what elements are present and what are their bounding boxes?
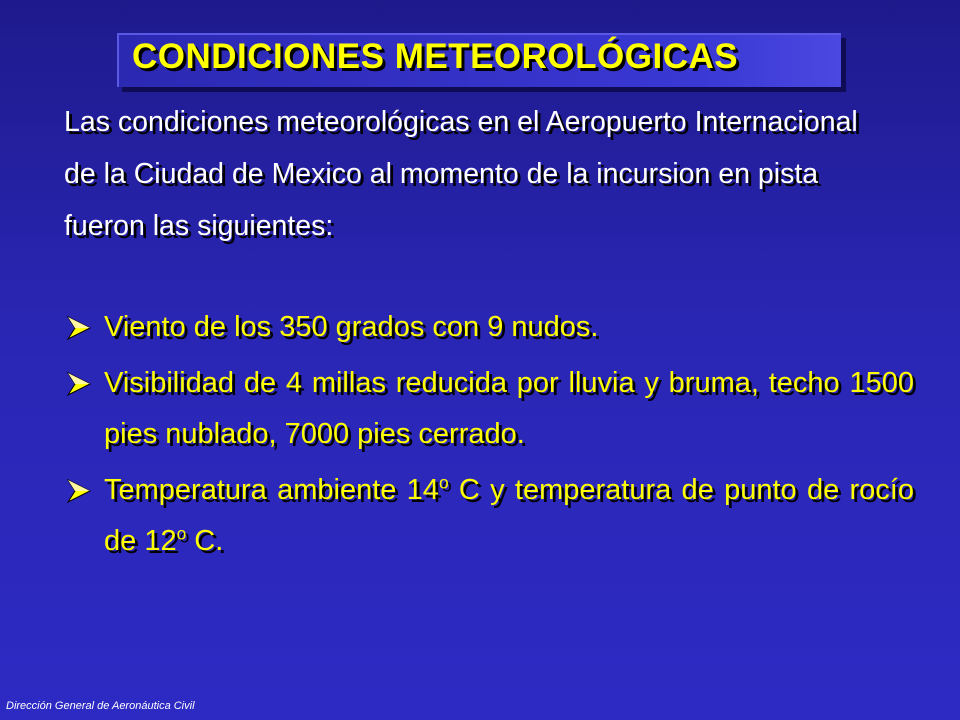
arrowhead-bullet-icon xyxy=(66,315,92,341)
list-item-temperature xyxy=(64,465,914,567)
degree-superscript: o xyxy=(438,472,449,493)
list-item-wind xyxy=(64,302,914,353)
dew-point-label: C y temperatura de punto de rocío de 12 xyxy=(104,474,914,557)
slide-title: CONDICIONES METEOROLÓGICAS xyxy=(132,37,739,76)
visibility-text: Visibilidad de 4 millas reducida por lluvia y bruma, techo 1500 pies nublado, 7000 pies cerrado. xyxy=(104,367,914,450)
list-item-visibility xyxy=(64,358,914,460)
arrowhead-bullet-icon xyxy=(66,371,92,397)
degree-superscript: o xyxy=(176,523,187,544)
wind-text: Viento de los 350 grados con 9 nudos. xyxy=(104,311,599,343)
arrowhead-bullet-icon xyxy=(66,478,92,504)
temperature-ambient-label: Temperatura ambiente 14 xyxy=(104,474,439,506)
temperature-unit-end: C. xyxy=(186,525,224,557)
footer-credit: Dirección General de Aeronáutica Civil xyxy=(6,700,195,712)
temperature-text xyxy=(104,474,914,557)
conditions-list xyxy=(64,302,914,567)
intro-paragraph: Las condiciones meteorológicas en el Aeropuerto Internacional de la Ciudad de Mexico al momento de la incursion en pista fueron las siguientes: xyxy=(64,106,858,242)
